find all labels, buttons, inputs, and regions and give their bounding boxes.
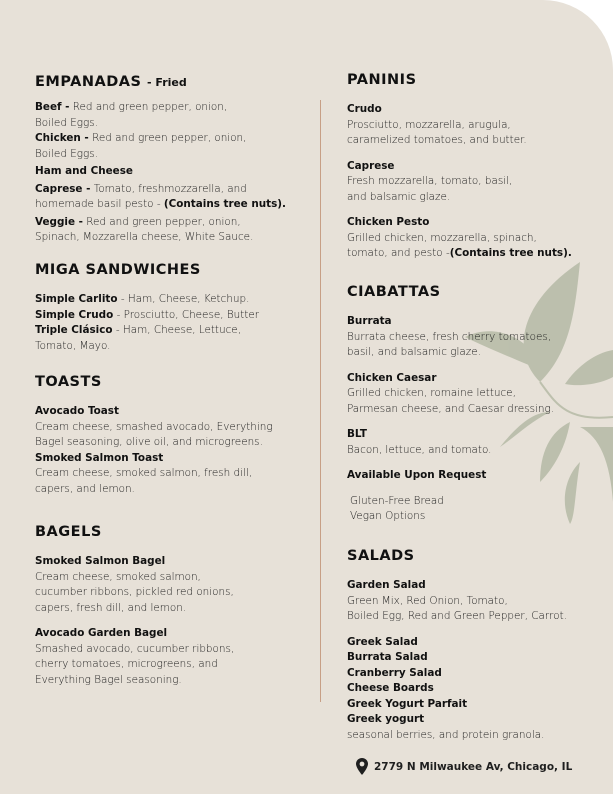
list-item-desc: Prosciutto, mozzarella, arugula, caramelized tomatoes, and butter.	[347, 118, 527, 146]
address-text: 2779 N Milwaukee Av, Chicago, IL	[374, 760, 573, 773]
list-item-title: Cheese Boards	[347, 682, 434, 694]
list-item-title: Garden Salad	[347, 579, 426, 591]
list-item-desc: Grilled chicken, romaine lettuce, Parmesan cheese, and Caesar dressing.	[347, 387, 555, 415]
bagels-section	[35, 524, 305, 688]
list-item-desc: Grilled chicken, mozzarella, spinach, tomato, and pesto -(Contains tree nuts).	[347, 231, 572, 259]
paninis-section	[347, 72, 597, 262]
salads-section	[347, 548, 597, 743]
list-item-title: Burrata	[347, 315, 392, 327]
section-title-ciabattas: CIABATTAS	[347, 284, 441, 300]
list-item: Veggie - Red and green pepper, onion, Spinach, Mozzarella cheese, White Sauce.	[35, 215, 254, 243]
list-item-title: Smoked Salmon Toast	[35, 451, 164, 464]
list-item: Chicken - Red and green pepper, onion, Boiled Eggs.	[35, 132, 247, 160]
section-title-bagels: BAGELS	[35, 524, 102, 540]
list-item-desc: Cream cheese, smoked salmon, fresh dill, capers, and lemon.	[35, 467, 253, 495]
list-item-desc: Fresh mozzarella, tomato, basil, and balsamic glaze.	[347, 175, 513, 203]
list-item: Simple Crudo - Prosciutto, Cheese, Butter	[35, 308, 260, 321]
ciabattas-list	[347, 314, 597, 525]
toasts-list	[35, 404, 305, 497]
bagels-list	[35, 554, 305, 688]
section-title-salads: SALADS	[347, 548, 415, 564]
list-item-title: Avocado Garden Bagel	[35, 627, 168, 639]
address-line	[356, 758, 572, 775]
list-item-title: Avocado Toast	[35, 405, 119, 417]
list-item-title: Chicken Pesto	[347, 216, 430, 228]
section-title-miga: MIGA SANDWICHES	[35, 262, 201, 278]
list-item-title: Greek Salad	[347, 635, 418, 648]
list-item: Beef - Red and green pepper, onion, Boiled Eggs.	[35, 101, 228, 129]
list-item-title: Greek yogurt	[347, 713, 425, 725]
miga-list	[35, 292, 305, 354]
section-title-paninis: PANINIS	[347, 72, 417, 88]
list-item-desc: Cream cheese, smashed avocado, Everything Bagel seasoning, olive oil, and microgreens.	[35, 420, 273, 448]
list-item-title: Greek Yogurt Parfait	[347, 697, 468, 710]
list-item-desc: Bacon, lettuce, and tomato.	[347, 443, 492, 456]
list-item-title: Cranberry Salad	[347, 666, 442, 679]
list-item-title: Burrata Salad	[347, 651, 428, 663]
list-item: Ham and Cheese	[35, 165, 133, 177]
miga-section	[35, 262, 305, 354]
list-item-desc: Smashed avocado, cucumber ribbons, cherry tomatoes, microgreens, and Everything Bagel seasoning.	[35, 642, 235, 686]
column-divider	[320, 100, 321, 702]
paninis-list	[347, 102, 597, 262]
empanadas-section	[35, 74, 305, 246]
list-item-desc: seasonal berries, and protein granola.	[347, 728, 545, 741]
empanadas-list	[35, 100, 305, 246]
list-item-title: BLT	[347, 428, 367, 440]
ciabattas-section	[347, 284, 597, 525]
list-item: Simple Carlito - Ham, Cheese, Ketchup.	[35, 293, 250, 305]
list-item-title: Caprese	[347, 159, 395, 172]
salads-list	[347, 578, 597, 743]
list-item-title: Chicken Caesar	[347, 371, 437, 384]
list-item: Vegan Options	[350, 510, 426, 522]
location-pin-icon	[356, 758, 368, 775]
list-item-desc: Cream cheese, smoked salmon, cucumber ribbons, pickled red onions, capers, fresh dill, and lemon.	[35, 570, 234, 614]
list-item: Gluten-Free Bread	[350, 494, 444, 507]
section-title-toasts: TOASTS	[35, 374, 102, 390]
section-title-empanadas: EMPANADAS - Fried	[35, 74, 187, 90]
list-item-desc: Green Mix, Red Onion, Tomato, Boiled Egg, Red and Green Pepper, Carrot.	[347, 594, 567, 622]
list-item-title: Smoked Salmon Bagel	[35, 555, 166, 567]
list-item-title: Crudo	[347, 103, 382, 115]
list-item: Triple Clásico - Ham, Cheese, Lettuce, Tomato, Mayo.	[35, 324, 241, 352]
toasts-section	[35, 374, 305, 497]
list-item-desc: Burrata cheese, fresh cherry tomatoes, basil, and balsamic glaze.	[347, 330, 552, 358]
list-item: Caprese - Tomato, freshmozzarella, and homemade basil pesto - (Contains tree nuts).	[35, 182, 286, 210]
request-title: Available Upon Request	[347, 469, 487, 481]
